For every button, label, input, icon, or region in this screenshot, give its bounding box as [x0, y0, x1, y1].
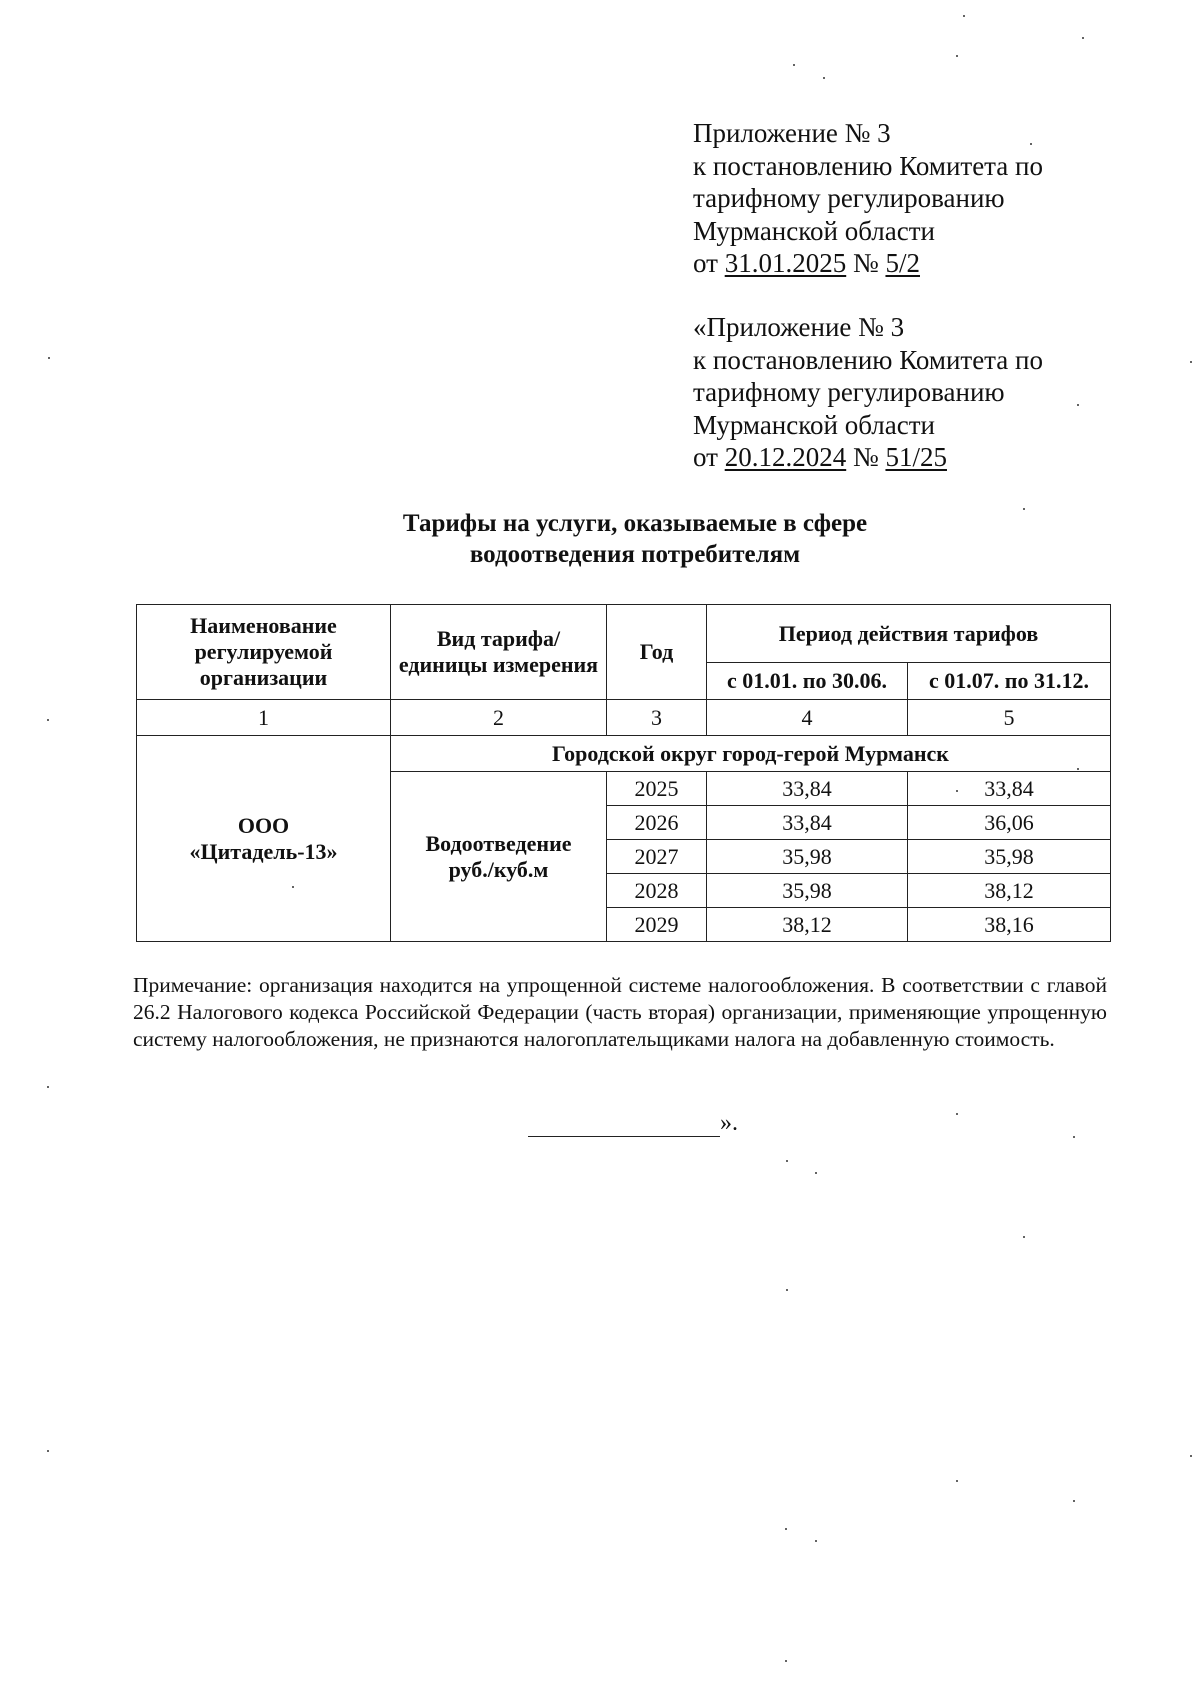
closing-line	[528, 1110, 738, 1137]
tariff-first-half: 35,98	[707, 840, 908, 874]
organization-name: «Цитадель-13»	[189, 838, 338, 864]
column-number: 1	[137, 700, 391, 736]
header-second-half: с 01.07. по 31.12.	[908, 663, 1111, 700]
header-year: Год	[607, 605, 707, 700]
appendix-line: Приложение № 3	[693, 118, 891, 148]
tariff-first-half: 33,84	[707, 806, 908, 840]
appendix-line: Мурманской области	[693, 215, 935, 246]
appendix-date-line	[693, 441, 1043, 474]
tariff-second-half: 38,16	[908, 908, 1111, 942]
year-cell: 2028	[607, 874, 707, 908]
scan-speck	[786, 1160, 788, 1162]
tariff-first-half: 38,12	[707, 908, 908, 942]
appendix-line: тарифному регулированию	[693, 377, 1005, 407]
header-period: Период действия тарифов	[707, 605, 1111, 663]
scan-speck	[785, 1528, 787, 1530]
scan-speck	[1023, 508, 1025, 510]
scan-speck	[786, 1289, 788, 1291]
organization-type: ООО	[237, 812, 290, 838]
resolution-number: 5/2	[885, 248, 920, 278]
appendix-line: к постановлению Комитета по	[693, 344, 1043, 375]
scan-speck	[956, 55, 958, 57]
scan-speck	[956, 790, 958, 792]
year-cell: 2029	[607, 908, 707, 942]
appendix-line: тарифному регулированию	[693, 183, 1005, 213]
scan-speck	[1082, 37, 1084, 39]
tariff-first-half: 35,98	[707, 874, 908, 908]
scan-speck	[292, 886, 294, 888]
signature-line	[528, 1112, 720, 1137]
service-name: Водоотведение	[425, 830, 572, 856]
scan-speck	[1190, 361, 1192, 363]
year-cell: 2026	[607, 806, 707, 840]
scan-speck	[1190, 1455, 1192, 1457]
column-number: 4	[707, 700, 908, 736]
scan-speck	[956, 1113, 958, 1115]
numbering-row	[137, 700, 1111, 736]
tariff-first-half: 33,84	[707, 772, 908, 806]
number-prefix: №	[846, 248, 886, 278]
resolution-number: 51/25	[885, 442, 947, 472]
document-title	[0, 508, 1200, 570]
scan-speck	[47, 719, 49, 721]
column-number: 3	[607, 700, 707, 736]
appendix-line: к постановлению Комитета по	[693, 150, 1043, 181]
scan-speck	[1023, 1236, 1025, 1238]
appendix-header-current	[693, 117, 1043, 280]
tariff-second-half: 35,98	[908, 840, 1111, 874]
scan-speck	[47, 1450, 49, 1452]
scan-speck	[823, 77, 825, 79]
header-first-half: с 01.01. по 30.06.	[707, 663, 908, 700]
appendix-date-line	[693, 247, 1043, 280]
tax-note: Примечание: организация находится на упрощенной системе налогообложения. В соответствии с главой 26.2 Налогового кодекса Российской Федерации (часть вторая) организации, применяющие упрощенную систему налогообложения, не признаются налогоплательщиками налога на добавленную стоимость.	[133, 973, 1107, 1051]
tariff-second-half: 36,06	[908, 806, 1111, 840]
service-unit: руб./куб.м	[448, 856, 549, 882]
header-tariff-type: Вид тарифа/единицы измерения	[391, 605, 607, 700]
date-prefix: от	[693, 248, 725, 278]
scan-speck	[793, 64, 795, 66]
resolution-date: 31.01.2025	[724, 248, 847, 278]
scan-speck	[47, 1086, 49, 1088]
scan-speck	[1073, 1500, 1075, 1502]
title-line: Тарифы на услуги, оказываемые в сфере	[402, 510, 868, 537]
column-number: 2	[391, 700, 607, 736]
region-row: Городской округ город-герой Мурманск	[391, 736, 1111, 772]
tariff-second-half: 33,84	[908, 772, 1111, 806]
year-cell: 2025	[607, 772, 707, 806]
date-prefix: от	[693, 442, 725, 472]
scan-speck	[1073, 1136, 1075, 1138]
number-prefix: №	[846, 442, 886, 472]
closing-quote: ».	[720, 1110, 738, 1136]
appendix-line: Мурманской области	[693, 409, 935, 440]
tariff-second-half: 38,12	[908, 874, 1111, 908]
title-line: водоотведения потребителям	[469, 541, 801, 568]
scan-speck	[1077, 404, 1079, 406]
tariffs-table	[136, 604, 1111, 942]
scan-speck	[785, 1660, 787, 1662]
appendix-line: «Приложение № 3	[693, 312, 905, 342]
scan-speck	[956, 1480, 958, 1482]
scan-speck	[815, 1540, 817, 1542]
column-number: 5	[908, 700, 1111, 736]
service-cell	[391, 772, 607, 942]
scan-speck	[1077, 768, 1079, 770]
scan-speck	[963, 15, 965, 17]
year-cell: 2027	[607, 840, 707, 874]
resolution-date: 20.12.2024	[724, 442, 847, 472]
scan-speck	[815, 1172, 817, 1174]
scan-speck	[1030, 143, 1032, 145]
organization-cell	[137, 736, 391, 942]
scan-speck	[48, 357, 50, 359]
appendix-header-previous	[693, 311, 1043, 474]
header-organization: Наименование регулируемой организации	[137, 605, 391, 700]
